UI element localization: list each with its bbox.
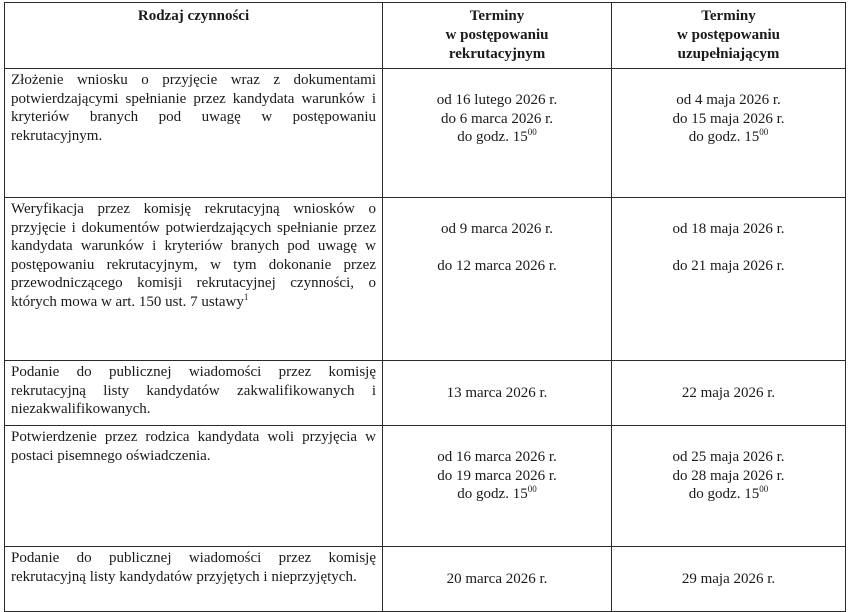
table-row bbox=[5, 361, 846, 426]
supplementary-date-cell bbox=[612, 361, 846, 426]
recruitment-date-cell bbox=[383, 361, 612, 426]
time-minutes: 00 bbox=[527, 484, 537, 494]
activity-cell bbox=[5, 361, 383, 426]
date-line: 22 maja 2026 r. bbox=[681, 384, 776, 401]
date-line: 20 marca 2026 r. bbox=[446, 570, 548, 587]
table-row bbox=[5, 426, 846, 547]
time-minutes: 00 bbox=[527, 127, 537, 137]
date-line: od 16 marca 2026 r. bbox=[437, 449, 557, 465]
date-line: od 25 maja 2026 r. bbox=[672, 449, 785, 465]
header-line: Terminy bbox=[701, 8, 756, 24]
activity-text: Weryfikacja przez komisję rekrutacyjną wniosków o przyjęcie i dokumentów potwierdzających spełnianie przez kandydata warunków i kryteriów branych pod uwagę w postępowaniu rekrutacyjnym, w tym dokonanie przez przewodniczącego komisji rekrutacyjnej czynności, o których mowa w art. 150 ust. 7 ustawy bbox=[11, 201, 376, 310]
deadline-time bbox=[389, 485, 605, 504]
header-activity bbox=[5, 3, 383, 69]
recruitment-date-cell bbox=[383, 69, 612, 198]
table-row bbox=[5, 547, 846, 612]
time-text: do godz. 15 bbox=[457, 129, 528, 145]
time-text: do godz. 15 bbox=[457, 486, 528, 502]
date-line: do 21 maja 2026 r. bbox=[672, 257, 785, 274]
recruitment-date-cell bbox=[383, 426, 612, 547]
supplementary-date-cell bbox=[612, 547, 846, 612]
header-activity-label: Rodzaj czynności bbox=[137, 8, 250, 24]
date-line: 29 maja 2026 r. bbox=[681, 570, 776, 587]
header-line: Terminy bbox=[469, 8, 525, 24]
activity-cell bbox=[5, 198, 383, 361]
header-line: w postępowaniu bbox=[445, 27, 549, 43]
time-text: do godz. 15 bbox=[688, 486, 760, 502]
header-line: w postępowaniu bbox=[677, 27, 780, 43]
activity-text: Złożenie wniosku o przyjęcie wraz z dokumentami potwierdzającymi spełnianie przez kandydata warunków i kryteriów branych pod uwagę w postępowaniu rekrutacyjnym. bbox=[11, 72, 376, 144]
recruitment-schedule-table bbox=[4, 2, 846, 612]
activity-text: Potwierdzenie przez rodzica kandydata woli przyjęcia w postaci pisemnego oświadczenia. bbox=[11, 429, 376, 464]
date-line: od 4 maja 2026 r. bbox=[676, 92, 781, 108]
activity-text: Podanie do publicznej wiadomości przez komisję rekrutacyjną listy kandydatów zakwalifikowanych i niezakwalifikowanych. bbox=[11, 364, 376, 417]
footnote-marker: 1 bbox=[243, 291, 249, 302]
date-line: od 18 maja 2026 r. bbox=[672, 221, 785, 237]
supplementary-date-cell bbox=[612, 198, 846, 361]
time-minutes: 00 bbox=[759, 127, 769, 137]
supplementary-date-cell bbox=[612, 426, 846, 547]
date-line: do 15 maja 2026 r. bbox=[672, 110, 785, 127]
time-text: do godz. 15 bbox=[688, 129, 760, 145]
supplementary-date-cell bbox=[612, 69, 846, 198]
header-supplementary bbox=[612, 3, 846, 69]
date-line: do 6 marca 2026 r. bbox=[440, 110, 554, 127]
header-recruitment bbox=[383, 3, 612, 69]
date-line: do 28 maja 2026 r. bbox=[672, 467, 785, 484]
date-line: do 19 marca 2026 r. bbox=[437, 467, 557, 484]
activity-cell bbox=[5, 69, 383, 198]
header-line: rekrutacyjnym bbox=[448, 46, 546, 62]
deadline-time bbox=[618, 485, 839, 504]
activity-cell bbox=[5, 426, 383, 547]
time-minutes: 00 bbox=[759, 484, 769, 494]
activity-text: Podanie do publicznej wiadomości przez komisję rekrutacyjną listy kandydatów przyjętych i nieprzyjętych. bbox=[11, 550, 376, 585]
activity-cell bbox=[5, 547, 383, 612]
table-header-row bbox=[5, 3, 846, 69]
date-line: do 12 marca 2026 r. bbox=[437, 257, 557, 274]
deadline-time bbox=[618, 128, 839, 147]
date-line: od 9 marca 2026 r. bbox=[440, 221, 554, 237]
recruitment-date-cell bbox=[383, 198, 612, 361]
table-row bbox=[5, 198, 846, 361]
date-line: od 16 lutego 2026 r. bbox=[436, 92, 558, 108]
header-line: uzupełniającym bbox=[677, 46, 780, 62]
date-line: 13 marca 2026 r. bbox=[446, 384, 548, 401]
table-row bbox=[5, 69, 846, 198]
deadline-time bbox=[389, 128, 605, 147]
recruitment-date-cell bbox=[383, 547, 612, 612]
